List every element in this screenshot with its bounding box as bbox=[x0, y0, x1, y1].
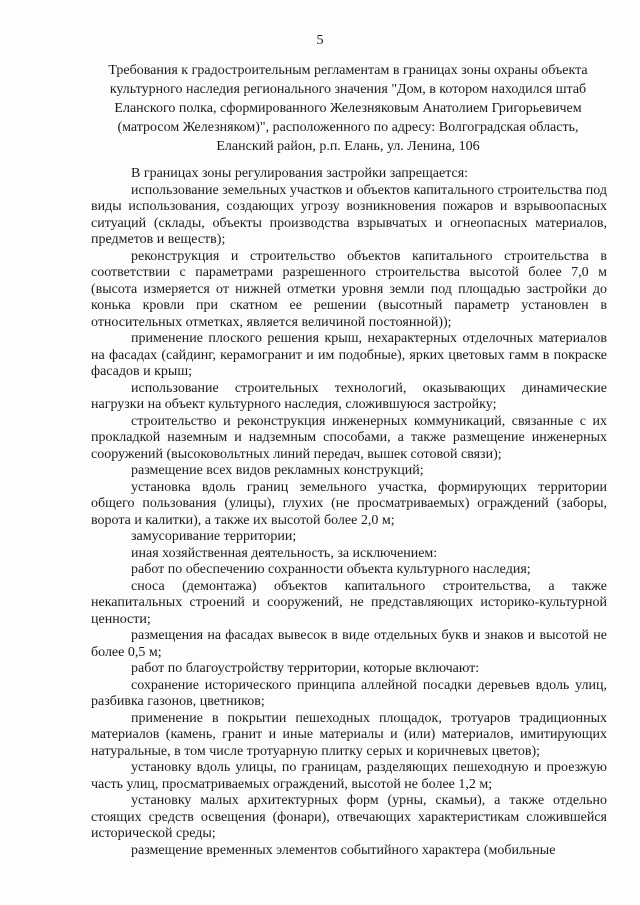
paragraph: реконструкция и строительство объектов капитального строительства в соответствии с параметрами разрешенного строительства высотой более 7,0 м (высота измеряется от нижней отметки уровня земли под площадью застройки до конька кровли при скатном ее решении (высотный параметр установлен в относительных отметках, является величиной постоянной)); bbox=[91, 248, 607, 330]
document-body bbox=[91, 166, 607, 859]
paragraph: сохранение исторического принципа аллейной посадки деревьев вдоль улиц, разбивка газонов, цветников; bbox=[91, 677, 607, 709]
paragraph: иная хозяйственная деятельность, за исключением: bbox=[131, 545, 438, 561]
paragraph: установку малых архитектурных форм (урны, скамьи), а также отдельно стоящих средств освещения (фонари), отвечающих характеристикам сложившейся исторической среды; bbox=[91, 793, 607, 841]
title-line: Еланского полка, сформированного Железняковым Анатолием Григорьевичем bbox=[114, 101, 582, 116]
title-line: культурного наследия регионального значения "Дом, в котором находился штаб bbox=[109, 82, 587, 97]
paragraph: применение в покрытии пешеходных площадок, тротуаров традиционных материалов (камень, гранит и иные материалы и (или) материалов, имитирующих натуральные, в том числе тротуарную плитку серых и коричневых цветов); bbox=[91, 710, 607, 759]
paragraph: работ по обеспечению сохранности объекта культурного наследия; bbox=[131, 562, 531, 577]
paragraph: использование земельных участков и объектов капитального строительства под виды использования, создающих угрозу возникновения пожаров и взрывоопасных ситуаций (склады, объекты производства взрывчатых и огнеопасных материалов, предметов и веществ); bbox=[91, 182, 607, 247]
title-line: Еланский район, р.п. Елань, ул. Ленина, 106 bbox=[216, 139, 480, 154]
document-title bbox=[88, 61, 608, 156]
paragraph: размещения на фасадах вывесок в виде отдельных букв и знаков и высотой не более 0,5 м; bbox=[91, 628, 607, 660]
paragraph: использование строительных технологий, оказывающих динамические нагрузки на объект культурного наследия, сложившуюся застройку; bbox=[91, 380, 607, 412]
paragraph: сноса (демонтажа) объектов капитального строительства, а также некапитальных строений и сооружений, не представляющих историко-культурной ценности; bbox=[91, 578, 607, 627]
paragraph: размещение временных элементов событийного характера (мобильные bbox=[131, 842, 556, 858]
paragraph: работ по благоустройству территории, которые включают: bbox=[131, 661, 480, 676]
paragraph: установку вдоль улицы, по границам, разделяющих пешеходную и проезжую часть улиц, просматриваемых ограждений, высотой не более 1,2 м; bbox=[91, 760, 607, 792]
paragraph: размещение всех видов рекламных конструкций; bbox=[131, 463, 424, 478]
title-line: Требования к градостроительным регламентам в границах зоны охраны объекта bbox=[108, 63, 588, 78]
paragraph: применение плоского решения крыш, нехарактерных отделочных материалов на фасадах (сайдинг, керамогранит и им подобные), ярких цветовых гамм в покраске фасадов и крыш; bbox=[91, 331, 607, 379]
title-line: (матросом Железняком)", расположенного по адресу: Волгоградская область, bbox=[117, 120, 579, 135]
paragraph: установка вдоль границ земельного участка, формирующих территории общего пользования (улицы), глухих (не просматриваемых) ограждений (заборы, ворота и калитки), а также их высотой более 2,0 м; bbox=[91, 479, 607, 528]
paragraph-intro: В границах зоны регулирования застройки запрещается: bbox=[131, 166, 469, 181]
paragraph: замусоривание территории; bbox=[131, 529, 297, 544]
page-number: 5 bbox=[316, 33, 324, 48]
paragraph: строительство и реконструкция инженерных коммуникаций, связанные с их прокладкой наземным и надземным способами, а также размещение инженерных сооружений (высоковольтных линий передач, вышек сотовой связи); bbox=[91, 413, 607, 462]
